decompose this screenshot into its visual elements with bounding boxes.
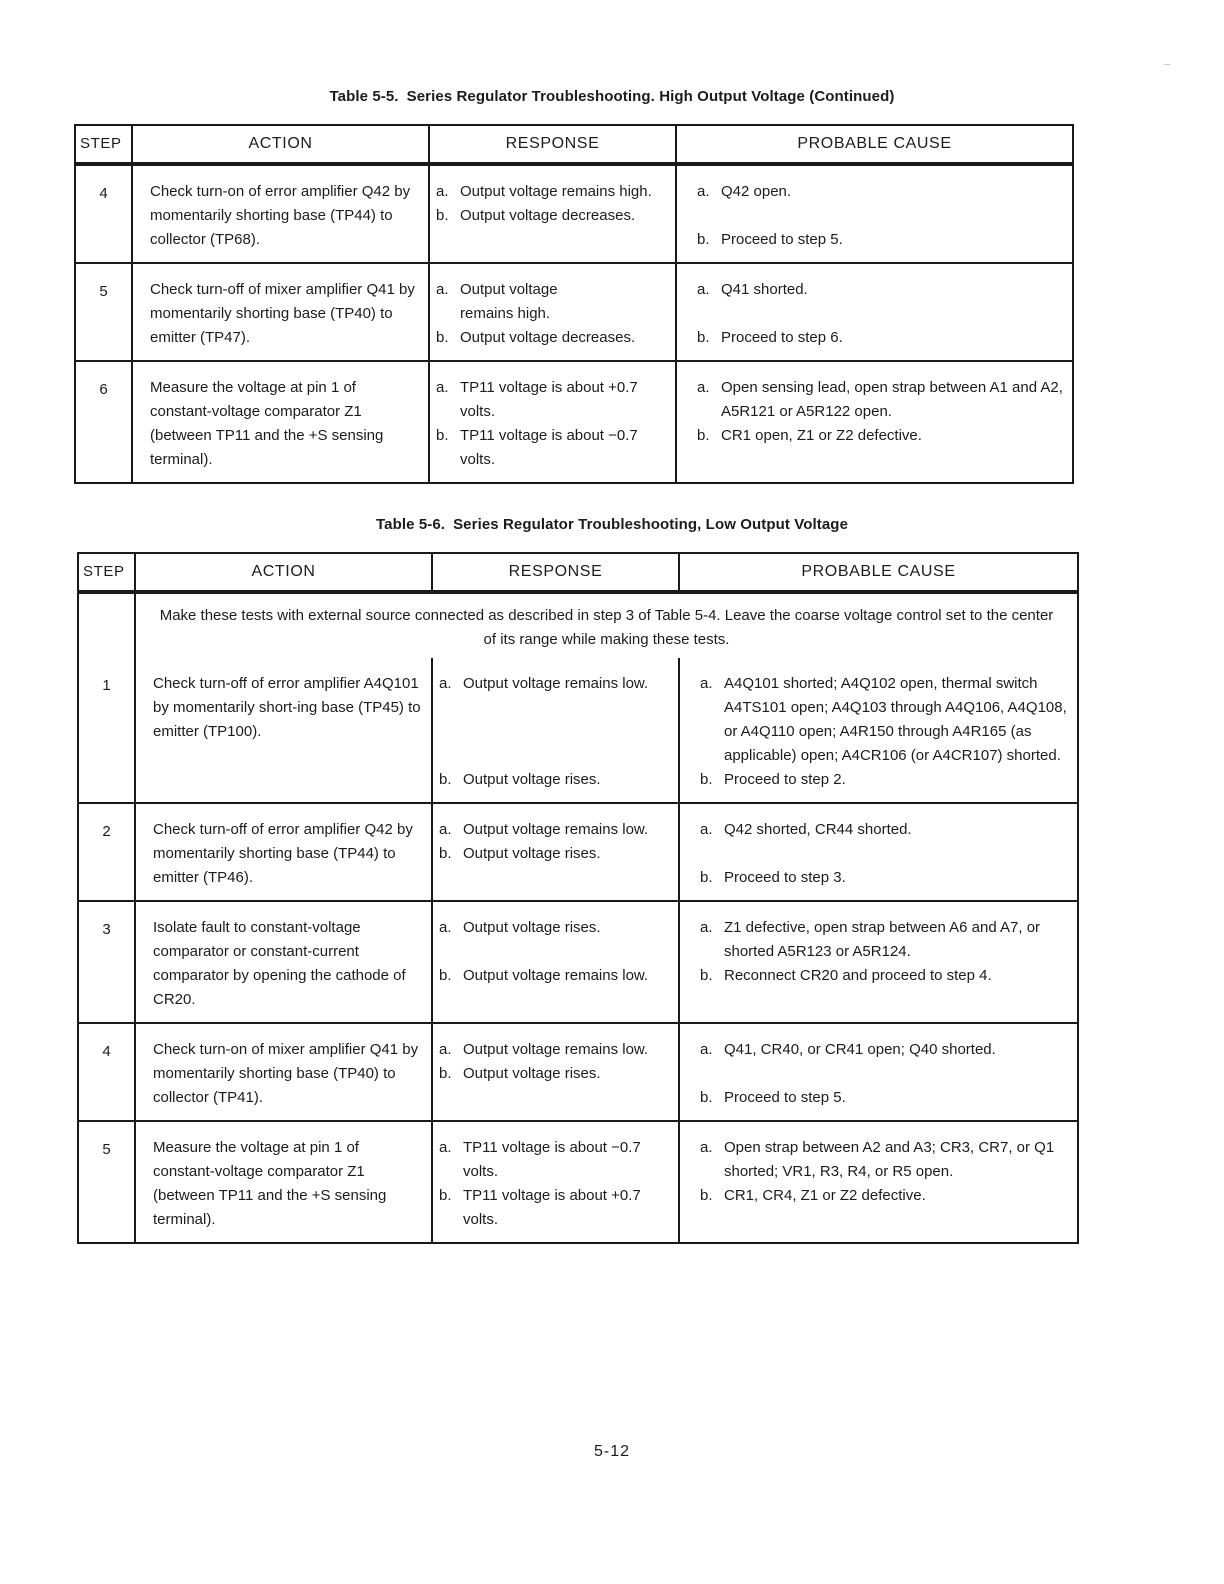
action-text: Check turn-off of mixer amplifier Q41 by momentarily shorting base (TP40) to emitter (TP47). bbox=[132, 263, 429, 361]
table1-caption-text: Series Regulator Troubleshooting. High Output Voltage (Continued) bbox=[406, 88, 895, 105]
response-item bbox=[436, 326, 669, 350]
table2-note: Make these tests with external source connected as described in step 3 of Table 5-4. Leave the coarse voltage control set to the center of its range while making these tests. bbox=[135, 592, 1078, 658]
response-cell bbox=[432, 1121, 679, 1243]
item-letter: a. bbox=[439, 675, 452, 692]
cause-cell bbox=[676, 263, 1073, 361]
item-letter: b. bbox=[700, 967, 713, 984]
item-letter: b. bbox=[439, 771, 452, 788]
item-letter: b. bbox=[436, 427, 449, 444]
item-letter: a. bbox=[439, 919, 452, 936]
item-letter: b. bbox=[697, 427, 710, 444]
item-letter: b. bbox=[697, 329, 710, 346]
item-text: CR1, CR4, Z1 or Z2 defective. bbox=[724, 1187, 926, 1204]
table2-header-row bbox=[78, 553, 1078, 592]
table-row bbox=[78, 658, 1078, 803]
step-number: 4 bbox=[78, 1023, 135, 1121]
table1-header-row bbox=[75, 125, 1073, 164]
item-letter: a. bbox=[439, 1139, 452, 1156]
step-number: 3 bbox=[78, 901, 135, 1023]
response-item bbox=[436, 204, 669, 228]
page-number: 5-12 bbox=[593, 1443, 631, 1460]
item-text: Proceed to step 5. bbox=[721, 231, 843, 248]
cause-cell bbox=[679, 1023, 1078, 1121]
table-row bbox=[78, 1121, 1078, 1243]
table1-header-step: STEP bbox=[75, 125, 132, 164]
table2-header-cause: PROBABLE CAUSE bbox=[679, 553, 1078, 592]
table-row bbox=[75, 361, 1073, 483]
response-item bbox=[436, 376, 669, 424]
response-item bbox=[439, 1184, 672, 1232]
table1-header-action: ACTION bbox=[132, 125, 429, 164]
cause-item bbox=[697, 228, 1066, 252]
cause-item bbox=[697, 278, 1066, 302]
item-letter: b. bbox=[436, 207, 449, 224]
item-letter: a. bbox=[697, 379, 710, 396]
item-text: Output voltage rises. bbox=[463, 919, 601, 936]
item-text: Open sensing lead, open strap between A1 and A2, A5R121 or A5R122 open. bbox=[721, 379, 1063, 420]
step-number: 1 bbox=[78, 658, 135, 803]
item-text: Proceed to step 6. bbox=[721, 329, 843, 346]
cause-item bbox=[697, 326, 1066, 350]
response-item bbox=[439, 964, 672, 988]
item-text: Q41, CR40, or CR41 open; Q40 shorted. bbox=[724, 1041, 996, 1058]
response-item bbox=[436, 180, 669, 204]
response-cell bbox=[432, 658, 679, 803]
cause-item bbox=[700, 1184, 1071, 1208]
step-number: 5 bbox=[75, 263, 132, 361]
action-text: Isolate fault to constant-voltage comparator or constant-current comparator by opening the cathode of CR20. bbox=[135, 901, 432, 1023]
cause-item bbox=[700, 1136, 1071, 1184]
cause-item bbox=[700, 964, 1071, 988]
item-letter: a. bbox=[700, 675, 713, 692]
table1-high-output-voltage bbox=[74, 124, 1074, 484]
table2-header-action: ACTION bbox=[135, 553, 432, 592]
item-text: Q42 open. bbox=[721, 183, 792, 200]
item-text: Q42 shorted, CR44 shorted. bbox=[724, 821, 912, 838]
step-number: 6 bbox=[75, 361, 132, 483]
response-item bbox=[439, 916, 672, 940]
table1-caption-label: Table 5-5. bbox=[329, 88, 399, 105]
item-text: Output voltage remains high. bbox=[460, 281, 558, 322]
item-text: Output voltage rises. bbox=[463, 845, 601, 862]
item-letter: b. bbox=[436, 329, 449, 346]
note-row bbox=[78, 592, 1078, 658]
table-row bbox=[78, 1023, 1078, 1121]
table-row bbox=[78, 901, 1078, 1023]
response-cell bbox=[432, 1023, 679, 1121]
item-letter: a. bbox=[697, 281, 710, 298]
item-letter: a. bbox=[700, 919, 713, 936]
item-text: Output voltage decreases. bbox=[460, 207, 636, 224]
action-text: Check turn-on of error amplifier Q42 by momentarily shorting base (TP44) to collector (TP68). bbox=[132, 164, 429, 263]
cause-item bbox=[697, 376, 1066, 424]
cause-item bbox=[697, 424, 1066, 448]
item-letter: b. bbox=[439, 967, 452, 984]
item-text: Output voltage remains low. bbox=[463, 1041, 649, 1058]
item-text: Output voltage remains low. bbox=[463, 821, 649, 838]
cause-cell bbox=[676, 361, 1073, 483]
action-text: Measure the voltage at pin 1 of constant-voltage comparator Z1 (between TP11 and the +S sensing terminal). bbox=[132, 361, 429, 483]
item-letter: b. bbox=[700, 869, 713, 886]
table2-header-response: RESPONSE bbox=[432, 553, 679, 592]
action-text: Check turn-off of error amplifier Q42 by momentarily shorting base (TP44) to emitter (TP46). bbox=[135, 803, 432, 901]
cause-item bbox=[700, 672, 1071, 768]
item-text: Output voltage rises. bbox=[463, 771, 601, 788]
scan-edge-mark bbox=[1164, 64, 1170, 65]
item-text: Output voltage remains low. bbox=[463, 967, 649, 984]
table2-low-output-voltage bbox=[77, 552, 1079, 1244]
item-text: Open strap between A2 and A3; CR3, CR7, or Q1 shorted; VR1, R3, R4, or R5 open. bbox=[724, 1139, 1055, 1180]
table1-caption bbox=[0, 88, 1224, 105]
item-text: TP11 voltage is about −0.7 volts. bbox=[460, 427, 638, 468]
step-number: 2 bbox=[78, 803, 135, 901]
response-item bbox=[439, 1136, 672, 1184]
item-letter: a. bbox=[436, 281, 449, 298]
item-text: Proceed to step 2. bbox=[724, 771, 846, 788]
cause-cell bbox=[676, 164, 1073, 263]
item-text: CR1 open, Z1 or Z2 defective. bbox=[721, 427, 922, 444]
step-number: 4 bbox=[75, 164, 132, 263]
item-text: Proceed to step 3. bbox=[724, 869, 846, 886]
table2-caption-label: Table 5-6. bbox=[375, 516, 446, 533]
action-text: Check turn-off of error amplifier A4Q101 by momentarily short-ing base (TP45) to emitter (TP100). bbox=[135, 658, 432, 803]
table-row bbox=[75, 263, 1073, 361]
cause-item bbox=[700, 768, 1071, 792]
response-item bbox=[439, 1062, 672, 1086]
cause-item bbox=[700, 866, 1071, 890]
item-letter: a. bbox=[436, 183, 449, 200]
item-text: Reconnect CR20 and proceed to step 4. bbox=[724, 967, 992, 984]
cause-item bbox=[700, 916, 1071, 964]
item-letter: b. bbox=[439, 845, 452, 862]
response-cell bbox=[429, 263, 676, 361]
item-letter: a. bbox=[697, 183, 710, 200]
table2-header-step: STEP bbox=[78, 553, 135, 592]
response-cell bbox=[432, 803, 679, 901]
item-text: Z1 defective, open strap between A6 and A7, or shorted A5R123 or A5R124. bbox=[724, 919, 1041, 960]
cause-item bbox=[700, 818, 1071, 842]
response-item bbox=[436, 278, 669, 326]
item-text: Proceed to step 5. bbox=[724, 1089, 846, 1106]
cause-cell bbox=[679, 901, 1078, 1023]
item-letter: a. bbox=[700, 1041, 713, 1058]
table-row bbox=[75, 164, 1073, 263]
item-text: Output voltage remains low. bbox=[463, 675, 649, 692]
cause-cell bbox=[679, 1121, 1078, 1243]
response-cell bbox=[429, 361, 676, 483]
item-letter: a. bbox=[439, 1041, 452, 1058]
action-text: Measure the voltage at pin 1 of constant-voltage comparator Z1 (between TP11 and the +S sensing terminal). bbox=[135, 1121, 432, 1243]
response-cell bbox=[432, 901, 679, 1023]
item-text: Output voltage decreases. bbox=[460, 329, 636, 346]
cause-cell bbox=[679, 658, 1078, 803]
item-letter: b. bbox=[700, 1089, 713, 1106]
item-letter: b. bbox=[439, 1187, 452, 1204]
cause-cell bbox=[679, 803, 1078, 901]
item-letter: a. bbox=[439, 821, 452, 838]
response-item bbox=[439, 818, 672, 842]
item-text: Q41 shorted. bbox=[721, 281, 808, 298]
item-letter: a. bbox=[700, 821, 713, 838]
item-letter: b. bbox=[439, 1065, 452, 1082]
response-cell bbox=[429, 164, 676, 263]
item-text: TP11 voltage is about +0.7 volts. bbox=[463, 1187, 641, 1228]
item-text: A4Q101 shorted; A4Q102 open, thermal switch A4TS101 open; A4Q103 through A4Q106, A4Q108, or A4Q110 open; A4R150 through A4R165 (as applicable) open; A4CR106 (or A4CR107) shorted. bbox=[724, 675, 1067, 764]
table1-header-response: RESPONSE bbox=[429, 125, 676, 164]
item-text: Output voltage remains high. bbox=[460, 183, 652, 200]
response-item bbox=[439, 842, 672, 866]
table2-caption-text: Series Regulator Troubleshooting, Low Output Voltage bbox=[453, 516, 849, 533]
table-row bbox=[78, 803, 1078, 901]
item-text: Output voltage rises. bbox=[463, 1065, 601, 1082]
cause-item bbox=[700, 1086, 1071, 1110]
item-text: TP11 voltage is about +0.7 volts. bbox=[460, 379, 638, 420]
item-text: TP11 voltage is about −0.7 volts. bbox=[463, 1139, 641, 1180]
item-letter: b. bbox=[700, 771, 713, 788]
table2-caption bbox=[0, 516, 1224, 533]
response-item bbox=[439, 1038, 672, 1062]
item-letter: b. bbox=[700, 1187, 713, 1204]
item-letter: a. bbox=[700, 1139, 713, 1156]
response-item bbox=[436, 424, 669, 472]
cause-item bbox=[700, 1038, 1071, 1062]
item-letter: a. bbox=[436, 379, 449, 396]
response-item bbox=[439, 768, 672, 792]
cause-item bbox=[697, 180, 1066, 204]
item-letter: b. bbox=[697, 231, 710, 248]
response-item bbox=[439, 672, 672, 696]
action-text: Check turn-on of mixer amplifier Q41 by momentarily shorting base (TP40) to collector (TP41). bbox=[135, 1023, 432, 1121]
step-number: 5 bbox=[78, 1121, 135, 1243]
table1-header-cause: PROBABLE CAUSE bbox=[676, 125, 1073, 164]
